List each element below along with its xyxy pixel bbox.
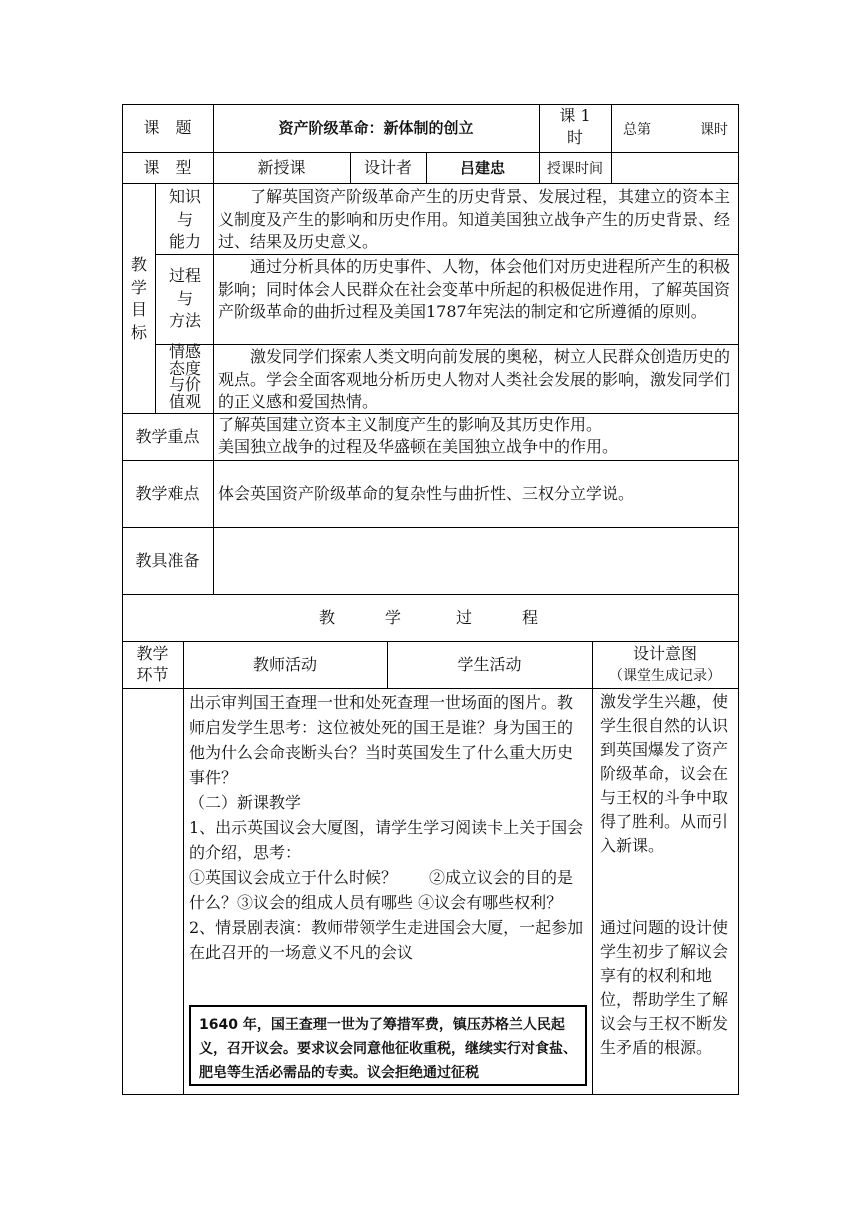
topic-value: 资产阶级革命：新体制的创立 [278,119,474,137]
col-intent-sub-header: （课堂生成记录） [609,668,721,684]
difficulties-label: 教学难点 [135,484,200,503]
process-title [122,608,739,630]
goal-process-text: 通过分析具体的历史事件、人物，体会他们对历史进程所产生的积极影响；同时体会人民群众在社会变革中所起的积极促进作用，了解英国资产阶级革命的曲折过程及美国1787年宪法的制定和它所遵循的原则。 [218,257,731,321]
teacher-activity-text: 出示审判国王查理一世和处死查理一世场面的图片。教师启发学生思考：这位被处死的国王是谁？身为国王的他为什么会命丧断头台？当时英国发生了什么重大历史事件？ （二）新课教学 1、出示英国议会大厦图，请学生学习阅读卡上关于国会的介绍，思考： ①英国议会成立于什么时候？ ②成立议会的目的是什么？③议会的组成人员有哪些 ④议会有哪些权利？ 2、情景剧表演：教师带领学生走进国会大厦，一起参加在此召开的一场意义不凡的会议 [189,693,584,962]
difficulties-text: 体会英国资产阶级革命的复杂性与曲折性、三权分立学说。 [218,484,635,503]
col-intent-header: 设计意图 [632,644,697,663]
process-title-char: 程 [522,608,539,627]
scenario-text: 1640 年，国王查理一世为了筹措军费，镇压苏格兰人民起义，召开议会。要求议会同意他征收重税，继续实行对食盐、肥皂等生活必需品的专卖。议会拒绝通过征税 [199,1017,577,1081]
hours-label-2: 时 [566,128,583,147]
tools-label: 教具准备 [135,551,200,570]
col-stage-header: 教学 环节 [136,644,169,684]
goals-group-label: 教 学 目 标 [130,255,147,342]
hours-label: 课 1 [559,106,591,125]
designer-label: 设计者 [363,158,412,177]
teach-time-label: 授课时间 [547,161,603,177]
goal-process-label: 过程 与 方法 [168,266,201,330]
goal-emotion-text: 激发同学们探索人类文明向前发展的奥秘，树立人民群众创造历史的观点。学会全面客观地分析历史人物对人类社会发展的影响，激发同学们的正义感和爱国热情。 [218,347,731,411]
goal-knowledge-text: 了解英国资产阶级革命产生的历史背景、发展过程，其建立的资本主义制度及产生的影响和历史作用。知道美国独立战争产生的历史背景、经过、结果及历史意义。 [218,187,731,251]
process-title-char: 过 [456,608,473,627]
type-value: 新授课 [257,158,306,177]
intent-text-1: 激发学生兴趣，使学生很自然的认识到英国爆发了资产阶级革命，议会在与王权的斗争中取得了胜利。从而引入新课。 [600,692,729,855]
designer-value: 吕建忠 [459,159,505,177]
scenario-box [189,1005,587,1086]
col-student-header: 学生活动 [457,655,522,674]
type-label: 课 型 [143,158,192,177]
process-title-char: 教 [319,608,336,627]
process-title-char: 学 [385,608,402,627]
total-hours-label: 总第 [623,122,651,138]
intent-text-2: 通过问题的设计使学生初步了解议会享有的权利和地位，帮助学生了解议会与王权不断发生矛盾的根源。 [600,918,729,1057]
col-teacher-header: 教师活动 [252,655,317,674]
goal-emotion-label: 情感 态度 与价 值观 [168,342,201,411]
key-points-line-2: 美国独立战争的过程及华盛顿在美国独立战争中的作用。 [218,437,619,456]
key-points-line-1: 了解英国建立资本主义制度产生的影响及其历史作用。 [218,415,603,434]
goal-knowledge-label: 知识 与 能力 [168,187,201,251]
total-hours-suffix: 课时 [700,122,728,138]
topic-label: 课 题 [143,118,192,137]
key-points-label: 教学重点 [135,427,200,446]
